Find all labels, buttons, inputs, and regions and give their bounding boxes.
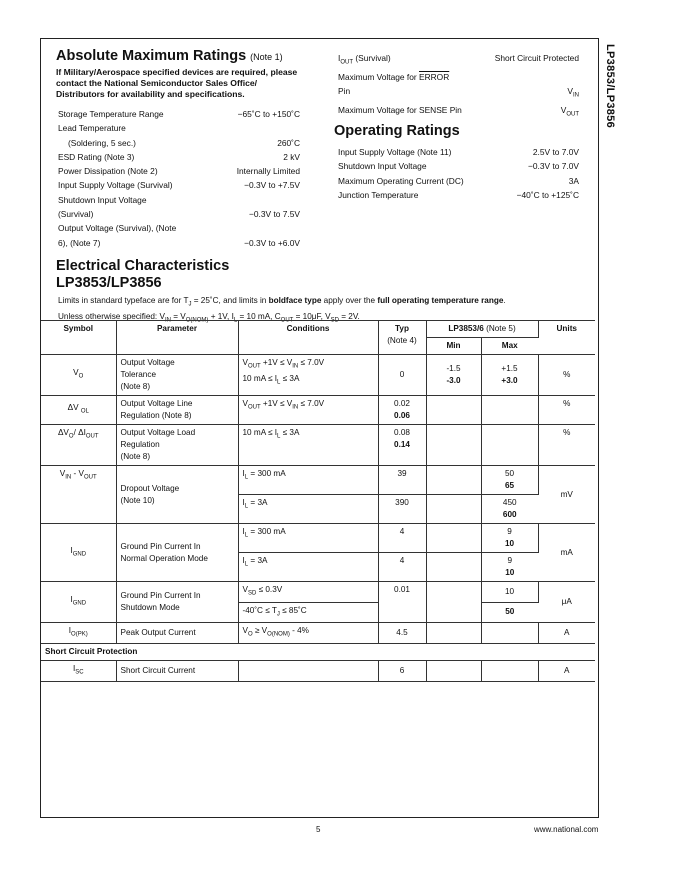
list-item: (Soldering, 5 sec.) 260˚C bbox=[68, 137, 300, 148]
list-item: Input Supply Voltage (Survival) −0.3V to +7.5V bbox=[58, 180, 300, 191]
table-row: $\Delta V_O/$ $\Delta I_{OUT}$ Output Voltage Load Regulation (Note 8) 10 mA ≤ $I_L \le 3A$ 0.08 0.14 % bbox=[41, 425, 595, 466]
list-item: Shutdown Input Voltage −0.3V to 7.0V bbox=[338, 161, 579, 172]
table-header-row: Symbol Parameter Conditions Typ (Note 4) LP3853/6 (Note 5) Units bbox=[41, 321, 595, 338]
ec-conditions-note: Limits in standard typeface are for $T_J$ = 25˚C, and limits in boldface type apply over the full operating temperature range. Unless otherwise specified: $V_{IN} = V_{O(NOM)} + 1V$, $I_L = 10$ mA, $C_{OUT} = 10\mu F$, $V_{SD} = 2V$. bbox=[58, 296, 506, 324]
ec-table bbox=[41, 320, 595, 682]
list-item: Lead Temperature bbox=[58, 123, 126, 134]
list-item: $I_{OUT}$ (Survival) Short Circuit Protected bbox=[338, 53, 579, 66]
footer-url[interactable]: www.national.com bbox=[534, 825, 599, 834]
table-row: ΔV $_{OL}$ Output Voltage Line Regulation (Note 8) $V_{OUT} +1V \le V_{IN} \le 7.0V$ 0.02 0.06 % bbox=[41, 396, 595, 425]
list-item: Shutdown Input Voltage bbox=[58, 194, 147, 205]
list-item: Maximum Operating Current (DC) 3A bbox=[338, 175, 579, 186]
operating-ratings-list bbox=[338, 145, 579, 202]
table-row: $I_{SC}$ Short Circuit Current 6 A bbox=[41, 660, 595, 681]
abs-max-title: Absolute Maximum Ratings (Note 1) bbox=[56, 48, 283, 64]
list-item: Junction Temperature −40˚C to +125˚C bbox=[338, 189, 579, 200]
table-header-row: Min Max bbox=[41, 338, 595, 355]
table-row: $I_L = 3A$ 390 450 600 bbox=[41, 495, 595, 524]
page-number: 5 bbox=[316, 825, 321, 834]
list-item: ESD Rating (Note 3) 2 kV bbox=[58, 151, 300, 162]
abs-max-continued bbox=[338, 51, 579, 122]
table-row: $I_{O(PK)}$ Peak Output Current $V_O \ge V_{O(NOM)} - 4\%$ 4.5 A bbox=[41, 623, 595, 644]
list-item: (Survival) −0.3V to 7.5V bbox=[58, 209, 300, 220]
side-part-number: LP3853/LP3856 bbox=[604, 44, 616, 129]
table-row: $V_{IN} - V_{OUT}$ Dropout Voltage (Note 10) $I_L = 300$ mA 39 50 65 mV bbox=[41, 466, 595, 495]
list-item: 6), (Note 7) −0.3V to +6.0V bbox=[58, 237, 300, 248]
list-item: Pin $V_{IN}$ bbox=[338, 86, 579, 99]
list-item: Maximum Voltage for ERROR bbox=[338, 71, 450, 82]
list-item: Input Supply Voltage (Note 11) 2.5V to 7.0V bbox=[338, 147, 579, 157]
abs-max-list bbox=[58, 107, 300, 250]
table-row: $V_O$ Output Voltage Tolerance (Note 8) $V_{OUT} +1V \le V_{IN} \le 7.0V$ 10 mA ≤ $I_L \le 3A$ 0 -1.5 -3.0 +1.5 +3.0 % bbox=[41, 355, 595, 396]
table-row: $I_{GND}$ Ground Pin Current In Normal Operation Mode $I_L = 300$ mA 4 9 10 mA bbox=[41, 524, 595, 553]
operating-ratings-title: Operating Ratings bbox=[334, 123, 460, 139]
list-item: Power Dissipation (Note 2) Internally Limited bbox=[58, 166, 300, 177]
ec-title: Electrical Characteristics LP3853/LP3856 bbox=[56, 258, 230, 291]
list-item: Storage Temperature Range −65˚C to +150˚C bbox=[58, 109, 300, 119]
table-row: $I_{GND}$ Ground Pin Current In Shutdown Mode $V_{SD} \le 0.3V$ 0.01 10 μA bbox=[41, 582, 595, 603]
table-row: $I_L = 3A$ 4 9 10 bbox=[41, 553, 595, 582]
table-row: -40˚C ≤ $T_J$ ≤ 85˚C 50 bbox=[41, 602, 595, 623]
error-pin-name: ERROR bbox=[419, 71, 450, 82]
military-warning: If Military/Aerospace specified devices are required, please contact the National Semiconductor Sales Office/ Distributors for availability and specifications. bbox=[56, 67, 298, 99]
list-item: Output Voltage (Survival), (Note bbox=[58, 223, 177, 234]
table-section-row: Short Circuit Protection bbox=[41, 643, 595, 660]
list-item: Maximum Voltage for SENSE Pin $V_{OUT}$ bbox=[338, 105, 579, 118]
